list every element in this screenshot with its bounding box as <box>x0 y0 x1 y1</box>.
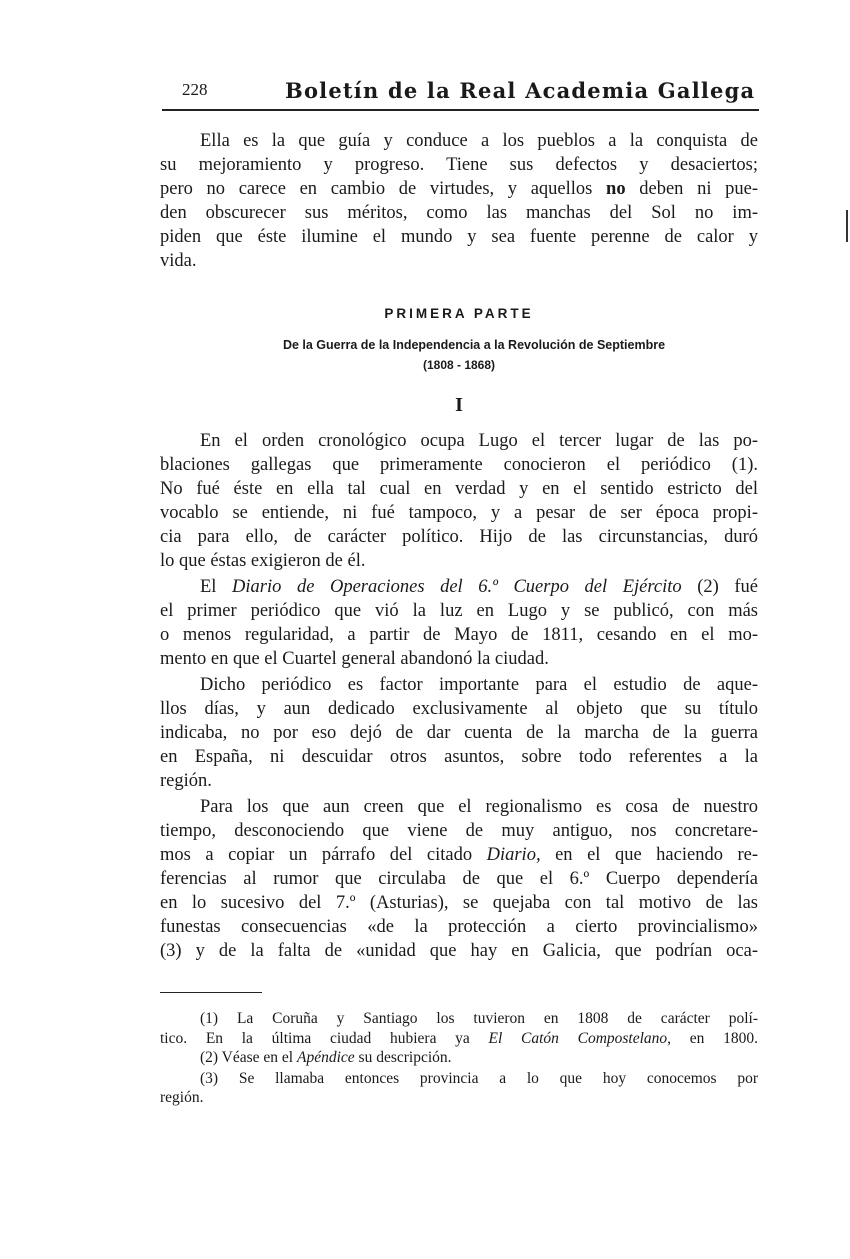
text-run: ferencias al rumor que circulaba de que el 6.º Cuerpo dependería <box>160 869 758 889</box>
text-run: Dicho periódico es factor importante para el estudio de aque- <box>200 675 758 695</box>
text-run: pero no carece en cambio de virtudes, y aquellos <box>160 179 607 199</box>
text-run: en lo sucesivo del 7.º (Asturias), se quejaba con tal motivo de las <box>160 893 758 913</box>
italic-text: Diario, <box>486 845 541 865</box>
text-line <box>160 202 758 224</box>
header-rule <box>162 109 759 111</box>
text-run: En el orden cronológico ocupa Lugo el tercer lugar de las po- <box>200 431 758 451</box>
text-line <box>200 1070 758 1088</box>
running-title: Boletín de la Real Academia Gallega <box>285 78 756 103</box>
text-run: (3) y de la falta de «unidad que hay en Galicia, que podrían oca- <box>160 941 758 961</box>
text-run: Para los que aun creen que el regionalismo es cosa de nuestro <box>200 797 758 817</box>
text-line <box>160 820 758 842</box>
text-line <box>160 868 758 890</box>
text-line <box>160 226 758 248</box>
text-run: indicaba, no por eso dejó de dar cuenta de la marcha de la guerra <box>160 723 758 743</box>
text-line <box>160 178 758 200</box>
text-run: (1) La Coruña y Santiago los tuvieron en 1808 de carácter polí- <box>200 1010 758 1027</box>
text-line <box>160 478 758 500</box>
text-run: vida. <box>160 251 197 271</box>
text-line <box>160 250 758 272</box>
text-line <box>200 430 758 452</box>
text-run: llos días, y aun dedicado exclusivamente al objeto que su título <box>160 699 758 719</box>
text-run: No fué éste en ella tal cual en verdad y en el sentido estricto del <box>160 479 758 499</box>
text-line <box>200 576 758 598</box>
text-run: tiempo, desconociendo que viene de muy antiguo, nos concretare- <box>160 821 758 841</box>
text-run: piden que éste ilumine el mundo y sea fuente perenne de calor y <box>160 227 758 247</box>
italic-text: Diario de Operaciones del 6.º Cuerpo del Ejército <box>232 577 682 597</box>
text-run: lo que éstas exigieron de él. <box>160 551 366 571</box>
italic-text: Apéndice <box>296 1049 355 1066</box>
text-line <box>160 624 758 646</box>
italic-text: El Catón Compostelano, <box>488 1030 672 1047</box>
text-line <box>200 1049 758 1067</box>
text-line <box>160 648 758 670</box>
text-run: su descripción. <box>354 1049 452 1066</box>
text-run: (2) Véase en el <box>200 1049 297 1066</box>
text-run: mento en que el Cuartel general abandonó la ciudad. <box>160 649 549 669</box>
text-run: región. <box>160 771 212 791</box>
text-run: el primer periódico que vió la luz en Lugo y se publicó, con más <box>160 601 758 621</box>
section-title: PRIMERA PARTE <box>384 306 534 321</box>
text-line <box>160 940 758 962</box>
text-run: en España, ni descuidar otros asuntos, sobre todo referentes a la <box>160 747 758 767</box>
text-run: El <box>200 577 233 597</box>
text-line <box>200 674 758 696</box>
bold-text: no <box>606 179 626 199</box>
text-line <box>160 698 758 720</box>
text-run: blaciones gallegas que primeramente conocieron el periódico (1). <box>160 455 758 475</box>
text-line <box>160 550 758 572</box>
chapter-number: I <box>455 394 463 416</box>
text-line <box>160 844 758 866</box>
text-line <box>160 1030 758 1048</box>
text-run: tico. En la última ciudad hubiera ya <box>160 1030 489 1047</box>
text-line <box>200 130 758 152</box>
text-line <box>200 1010 758 1028</box>
text-run: deben ni pue- <box>625 179 759 199</box>
text-line <box>160 600 758 622</box>
text-line <box>200 796 758 818</box>
text-line <box>160 892 758 914</box>
text-run: Ella es la que guía y conduce a los pueblos a la conquista de <box>200 131 758 151</box>
text-line <box>160 916 758 938</box>
text-run: (2) fué <box>681 577 758 597</box>
text-line <box>160 502 758 524</box>
text-run: en 1800. <box>671 1030 758 1047</box>
text-line <box>160 770 758 792</box>
text-run: en el que haciendo re- <box>540 845 758 865</box>
text-line <box>160 526 758 548</box>
text-run: cia para ello, de carácter político. Hijo de las circunstancias, duró <box>160 527 758 547</box>
section-dates: (1808 - 1868) <box>422 358 496 372</box>
footnote-rule <box>160 992 262 993</box>
text-line <box>160 746 758 768</box>
text-line <box>160 1089 758 1107</box>
text-line <box>160 454 758 476</box>
margin-mark <box>846 210 848 242</box>
text-run: su mejoramiento y progreso. Tiene sus defectos y desaciertos; <box>160 155 758 175</box>
text-run: o menos regularidad, a partir de Mayo de 1811, cesando en el mo- <box>160 625 758 645</box>
text-run: mos a copiar un párrafo del citado <box>160 845 487 865</box>
page-number: 228 <box>182 80 208 99</box>
text-run: den obscurecer sus méritos, como las manchas del Sol no im- <box>160 203 758 223</box>
text-line <box>160 154 758 176</box>
section-subtitle: De la Guerra de la Independencia a la Revolución de Septiembre <box>282 338 666 352</box>
text-run: (3) Se llamaba entonces provincia a lo que hoy conocemos por <box>200 1070 758 1087</box>
text-run: región. <box>160 1089 204 1106</box>
text-run: funestas consecuencias «de la protección a cierto provincialismo» <box>160 917 758 937</box>
text-line <box>160 722 758 744</box>
text-run: vocablo se entiende, ni fué tampoco, y a pesar de ser época propi- <box>160 503 758 523</box>
